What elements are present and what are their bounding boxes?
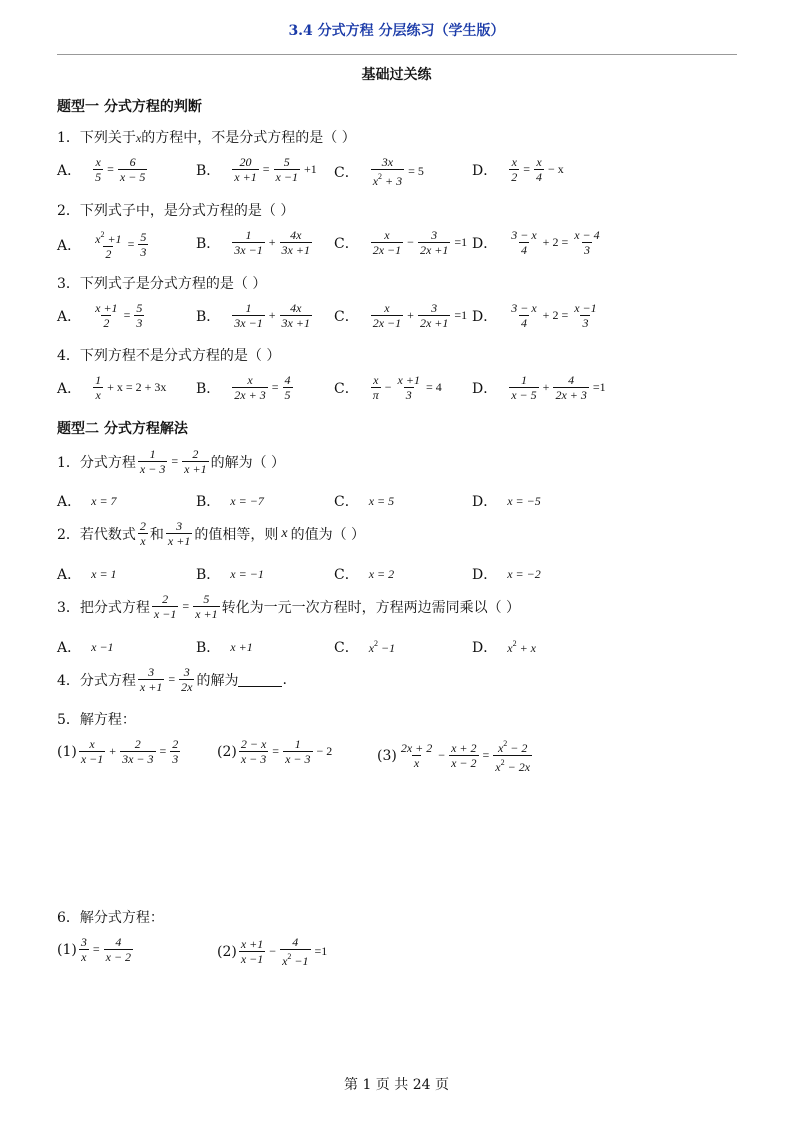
t2q5-part-3: (3) 2x + 2 x − $\frac{x + 2}{x - 2}$ = $\frac{x^2 - 2}{x^2 - 2x}$: [377, 739, 531, 774]
t2-question-6: 6．解分式方程：: [57, 910, 164, 926]
t1q4-option-d: D． 1 x − 5 + $\frac{4}{2x + 3}$ =1: [472, 373, 606, 402]
t1-question-2: 2．下列式子中，是分式方程的是（ ）: [57, 203, 295, 219]
t2q3-option-d: D． $x^2 + x$: [472, 638, 536, 656]
t2q1-option-b: B． x = −7: [196, 493, 264, 510]
page-header-title: 3.4 分式方程 分层练习（学生版）: [288, 23, 505, 39]
t2q2-option-b: B． x = −1: [196, 566, 264, 583]
t1q2-option-d: D． 3 − x 4 + 2 = $\frac{x - 4}{3}$: [472, 228, 600, 257]
t1q3-option-c: C． x 2x −1 + $\frac{3}{2x +1}$ =1: [334, 301, 468, 330]
t1-question-4: 4．下列方程不是分式方程的是（ ）: [57, 348, 281, 364]
t1q1-option-c: C． $\frac{3x}{x^2 + 3}$ = 5: [334, 155, 424, 188]
t1q4-option-b: B． $\frac{x}{2x + 3}$ = $\frac{4}{5}$: [196, 373, 291, 402]
t2q2-option-a: A． x = 1: [57, 566, 117, 583]
t1q3-option-b: B． 1 3x −1 + $\frac{4x}{3x +1}$: [196, 301, 310, 330]
t1q4-option-c: C． x π − $\frac{x +1}{3}$ = 4: [334, 373, 442, 402]
t2q3-option-c: C． $x^2 -1$: [334, 638, 396, 656]
t1-question-1: 1．下列关于x的方程中，不是分式方程的是（ ）: [57, 130, 356, 146]
t1q1-option-a: A． $\frac{x}{5}$ = $\frac{6}{x - 5}$: [57, 155, 146, 184]
t1q1-option-b: B． $\frac{20}{x +1}$ = $\frac{5}{x -1}$ +1: [196, 155, 317, 184]
t1q3-option-a: A． $\frac{x +1}{2}$ = $\frac{5}{3}$: [57, 301, 143, 330]
header-divider: [57, 54, 737, 55]
t2q1-option-c: C． x = 5: [334, 493, 395, 510]
t2q1-option-d: D． x = −5: [472, 493, 541, 510]
t2q2-option-c: C． x = 2: [334, 566, 395, 583]
t2q1-option-a: A． x = 7: [57, 493, 117, 510]
t2-question-5: 5．解方程：: [57, 712, 136, 728]
type1-heading: 题型一 分式方程的判断: [57, 99, 202, 115]
t1q2-option-c: C． x 2x −1 − $\frac{3}{2x +1}$ =1: [334, 228, 468, 257]
t1-question-3: 3．下列式子是分式方程的是（ ）: [57, 276, 267, 292]
page-footer: 第 1 页 共 24 页: [344, 1077, 449, 1093]
answer-blank: [238, 672, 282, 687]
t2q5-part-1: (1) x x −1 + $\frac{2}{3x - 3}$ = $\frac{2}{3}$: [57, 737, 179, 766]
t2-question-1: 1． 分式方程 $\frac{1}{x - 3}$ = $\frac{2}{x +1}$ 的解为（ ）: [57, 447, 286, 476]
t2-question-4: 4． 分式方程 $\frac{3}{x +1}$ = $\frac{3}{2x}$ 的解为 .: [57, 665, 287, 694]
t1q2-option-b: B． 1 3x −1 + $\frac{4x}{3x +1}$: [196, 228, 310, 257]
t1q3-option-d: D． 3 − x 4 + 2 = $\frac{x -1}{3}$: [472, 301, 597, 330]
t2q3-option-a: A． x −1: [57, 639, 114, 656]
t1q1-option-d: D． $\frac{x}{2}$ = $\frac{x}{4}$ − x: [472, 155, 564, 184]
type2-heading: 题型二 分式方程解法: [57, 421, 188, 437]
t2q2-option-d: D． x = −2: [472, 566, 541, 583]
t2q6-part-1: (1) $\frac{3}{x}$ = $\frac{4}{x - 2}$: [57, 935, 132, 964]
t2q3-option-b: B． x +1: [196, 639, 253, 656]
t2-question-3: 3． 把分式方程 $\frac{2}{x -1}$ = $\frac{5}{x +1}$ 转化为一元一次方程时，方程两边需同乘以（ ）: [57, 592, 521, 621]
t1q2-option-a: A． $\frac{x^2 +1}{2}$ = $\frac{5}{3}$: [57, 230, 147, 261]
t1q4-option-a: A． 1 x + x = 2 + 3x: [57, 373, 167, 402]
t2q5-part-2: (2) $\frac{2 - x}{x - 3}$ = $\frac{1}{x - 3}$ − 2: [217, 737, 333, 766]
t2q6-part-2: (2) x +1 x −1 − $\frac{4}{x^2 -1}$ =1: [217, 935, 328, 968]
t2-question-2: 2． 若代数式 2 x 和 3 x +1 的值相等，则 x 的值为（ ）: [57, 519, 366, 548]
section-title: 基础过关练: [361, 67, 432, 83]
